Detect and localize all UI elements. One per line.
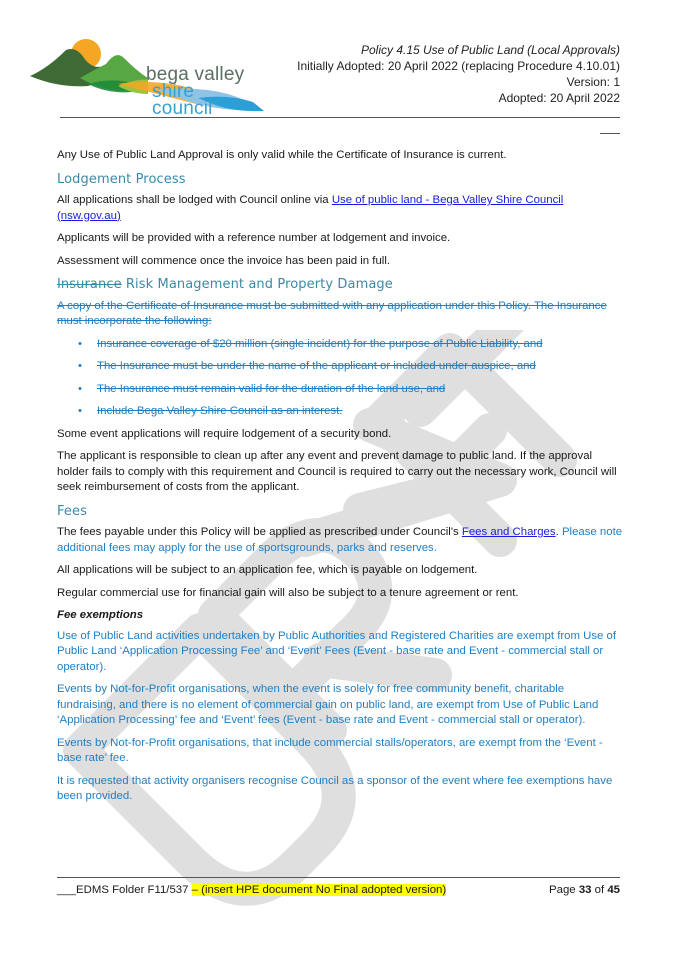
edms-reference: [57, 884, 446, 896]
highlighted-placeholder: – (insert HPE document No Final adopted version): [191, 884, 447, 896]
security-bond-paragraph: Some event applications will require lodgement of a security bond.: [57, 427, 392, 440]
cleanup-paragraph: The applicant is responsible to clean up after any event and prevent damage to public land. If the approval holder fails to comply with this requirement and Council is required to carry out the necessary work, Council will seek reimbursement of costs from the applicant.: [57, 450, 617, 493]
exemption-paragraph: It is requested that activity organisers recognise Council as a sponsor of the event where fee exemptions have been provided.: [57, 774, 613, 802]
assessment-paragraph: Assessment will commence once the invoice has been paid in full.: [57, 254, 391, 267]
document-footer: [57, 884, 620, 896]
list-item: • Include Bega Valley Shire Council as an interest.: [97, 404, 623, 420]
bega-valley-logo: [28, 28, 258, 119]
fee-exemptions-heading: Fee exemptions: [57, 609, 144, 621]
fees-note: Please note additional fees may apply for the use of sportsgrounds, parks and reserves.: [57, 526, 623, 554]
list-item: • Insurance coverage of $20 million (single incident) for the purpose of Public Liability, and: [97, 337, 623, 353]
reference-number-paragraph: Applicants will be provided with a reference number at lodgement and invoice.: [57, 232, 451, 244]
use-of-public-land-link[interactable]: Use of public land - Bega Valley Shire Council (nsw.gov.au): [57, 194, 564, 222]
fees-text: The fees payable under this Policy will be applied as prescribed under Council's: [57, 526, 462, 538]
lodgement-paragraph: [57, 193, 623, 224]
logo-text-line2: shire council: [152, 81, 213, 119]
version: Version: 1: [566, 75, 620, 89]
document-header-meta: [297, 42, 620, 106]
policy-title: Policy 4.15 Use of Public Land (Local Approvals): [360, 43, 620, 57]
list-item: • The Insurance must be under the name of the applicant or included under auspice, and: [97, 359, 623, 375]
application-fee-paragraph: All applications will be subject to an application fee, which is payable on lodgement.: [57, 564, 478, 576]
commercial-use-paragraph: Regular commercial use for financial gain will also be subject to a tenure agreement or rent.: [57, 586, 519, 599]
fees-punct: .: [555, 526, 562, 538]
heading-struck-word: Insurance: [57, 277, 122, 292]
exemption-paragraph: Events by Not-for-Profit organisations, when the event is solely for free community benefit, charitable fundraising, and there is no element of commercial gain on public land, are exempt from Use of Public Land ‘Application Processing’ fee and ‘Event’ fees (Event - base rate and Event - commercial stall or operator).: [57, 683, 599, 726]
intro-paragraph: Any Use of Public Land Approval is only valid while the Certificate of Insurance is current.: [57, 149, 507, 161]
heading-fees: Fees: [57, 503, 87, 519]
logo-text-line1: bega valley: [146, 64, 245, 85]
fees-paragraph: [57, 525, 623, 556]
list-item: • The Insurance must remain valid for the duration of the land use, and: [97, 382, 623, 398]
fees-and-charges-link[interactable]: Fees and Charges: [461, 526, 556, 538]
page-of: of: [591, 884, 608, 896]
initially-adopted: Initially Adopted: 20 April 2022 (replacing Procedure 4.10.01): [297, 59, 620, 73]
page-number: [549, 884, 620, 896]
exemption-paragraph: Use of Public Land activities undertaken by Public Authorities and Registered Charities are exempt from Use of Public Land ‘Application Processing Fee’ and ‘Event’ Fees (Event - base rate and Event - commercial stall or operator).: [57, 629, 617, 673]
page-total: 45: [607, 884, 620, 896]
document-body: [57, 148, 623, 812]
struck-insurance-paragraph: A copy of the Certificate of Insurance must be submitted with any application under this Policy. The Insurance must incorporate the following:: [57, 299, 607, 327]
header-divider-tail: [600, 133, 620, 134]
lodgement-text: All applications shall be lodged with Council online via: [57, 194, 332, 206]
header-divider: [60, 117, 620, 118]
page-current: 33: [578, 884, 592, 896]
struck-insurance-list: [57, 337, 623, 420]
exemption-paragraph: Events by Not-for-Profit organisations, that include commercial stalls/operators, are exempt from the ‘Event - base rate’ fee.: [57, 736, 603, 764]
heading-rest: Risk Management and Property Damage: [121, 277, 393, 292]
heading-lodgement-process: Lodgement Process: [57, 171, 186, 187]
adopted-date: Adopted: 20 April 2022: [498, 91, 620, 105]
heading-risk-management: [57, 277, 623, 293]
page-label: Page: [549, 884, 579, 896]
edms-folder: ___EDMS Folder F11/537: [57, 884, 192, 896]
footer-divider: [57, 877, 620, 878]
